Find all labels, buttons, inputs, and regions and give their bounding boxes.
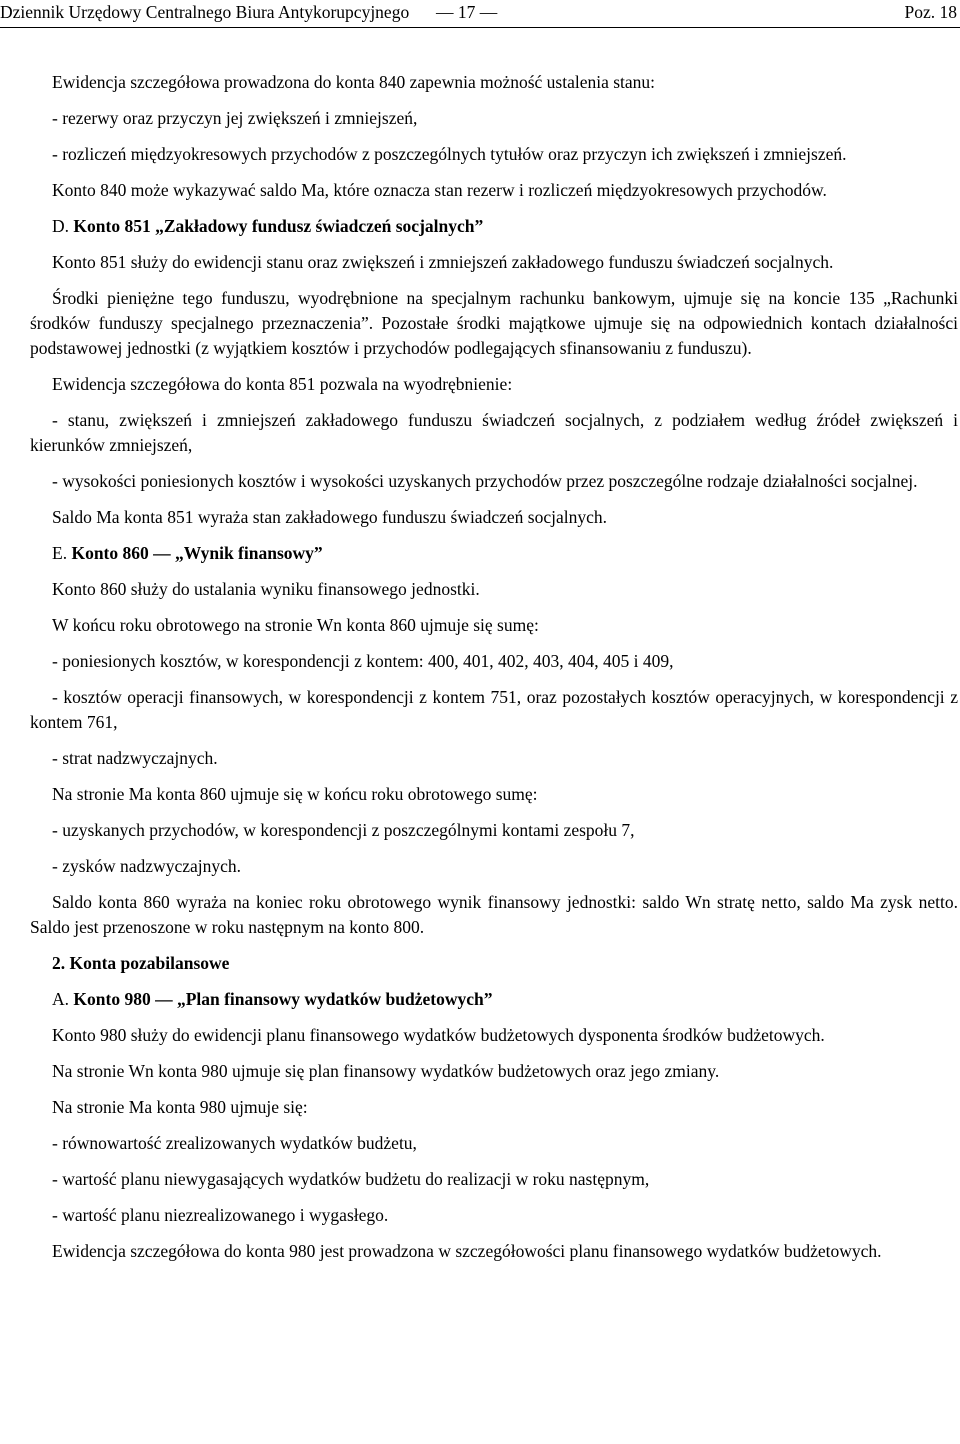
list-item: - uzyskanych przychodów, w korespondencji z poszczególnymi kontami zespołu 7, (52, 820, 635, 840)
list-item: - rezerwy oraz przyczyn jej zwiększeń i zmniejszeń, (52, 108, 418, 128)
list-item: - zysków nadzwyczajnych. (52, 856, 242, 876)
list-item: - wysokości poniesionych kosztów i wysokości uzyskanych przychodów przez poszczególne rodzaje działalności socjalnej. (52, 471, 918, 491)
paragraph: Konto 980 służy do ewidencji planu finansowego wydatków budżetowych dysponenta środków budżetowych. (52, 1025, 825, 1045)
section-letter: D. (52, 216, 74, 236)
document-body (30, 70, 958, 1264)
section-letter: A. (52, 989, 74, 1009)
paragraph: W końcu roku obrotowego na stronie Wn konta 860 ujmuje się sumę: (52, 615, 539, 635)
list-item: - poniesionych kosztów, w korespondencji z kontem: 400, 401, 402, 403, 404, 405 i 409, (52, 651, 674, 671)
chapter-heading: 2. Konta pozabilansowe (52, 953, 230, 973)
paragraph: Konto 860 służy do ustalania wyniku finansowego jednostki. (52, 579, 480, 599)
position-number: Poz. 18 (904, 2, 957, 22)
section-title: Konto 851 „Zakładowy fundusz świadczeń socjalnych” (73, 216, 484, 236)
section-title: Konto 860 — „Wynik finansowy” (71, 543, 323, 563)
section-title: Konto 980 — „Plan finansowy wydatków budżetowych” (73, 989, 493, 1009)
paragraph: Ewidencja szczegółowa prowadzona do konta 840 zapewnia możność ustalenia stanu: (52, 72, 656, 92)
list-item: - strat nadzwyczajnych. (52, 748, 218, 768)
list-item: - rozliczeń międzyokresowych przychodów z poszczególnych tytułów oraz przyczyn ich zwiększeń i zmniejszeń. (52, 144, 847, 164)
paragraph: Konto 840 może wykazywać saldo Ma, które oznacza stan rezerw i rozliczeń międzyokresowych przychodów. (52, 180, 827, 200)
list-item: - stanu, zwiększeń i zmniejszeń zakładowego funduszu świadczeń socjalnych, z podziałem według źródeł zwiększeń i kierunków zmniejszeń, (30, 410, 958, 455)
paragraph: Środki pieniężne tego funduszu, wyodrębnione na specjalnym rachunku bankowym, ujmuje się na koncie 135 „Rachunki środków funduszy specjalnego przeznaczenia”. Pozostałe środki majątkowe ujmuje się na odpowiednich kontach działalności podstawowej jednostki (z wyjątkiem kosztów i przychodów podlegających sfinansowaniu z funduszu). (30, 288, 958, 358)
section-heading-e (30, 541, 958, 566)
list-item: - wartość planu niezrealizowanego i wygasłego. (52, 1205, 389, 1225)
page-header (0, 0, 960, 28)
section-heading-a (30, 987, 958, 1012)
paragraph: Saldo konta 860 wyraża na koniec roku obrotowego wynik finansowy jednostki: saldo Wn stratę netto, saldo Ma zysk netto. Saldo jest przenoszone w roku następnym na konto 800. (30, 892, 958, 937)
list-item: - wartość planu niewygasających wydatków budżetu do realizacji w roku następnym, (52, 1169, 650, 1189)
paragraph: Konto 851 służy do ewidencji stanu oraz zwiększeń i zmniejszeń zakładowego funduszu świadczeń socjalnych. (52, 252, 834, 272)
section-heading-d (30, 214, 958, 239)
list-item: - kosztów operacji finansowych, w korespondencji z kontem 751, oraz pozostałych kosztów operacyjnych, w korespondencji z kontem 761, (30, 687, 958, 732)
paragraph: Saldo Ma konta 851 wyraża stan zakładowego funduszu świadczeń socjalnych. (52, 507, 607, 527)
section-letter: E. (52, 543, 72, 563)
paragraph: Ewidencja szczegółowa do konta 980 jest prowadzona w szczegółowości planu finansowego wydatków budżetowych. (52, 1241, 882, 1261)
page-number: — 17 — (436, 2, 498, 22)
paragraph: Ewidencja szczegółowa do konta 851 pozwala na wyodrębnienie: (52, 374, 513, 394)
paragraph: Na stronie Ma konta 860 ujmuje się w końcu roku obrotowego sumę: (52, 784, 538, 804)
list-item: - równowartość zrealizowanych wydatków budżetu, (52, 1133, 417, 1153)
journal-title: Dziennik Urzędowy Centralnego Biura Antykorupcyjnego (0, 2, 410, 22)
paragraph: Na stronie Wn konta 980 ujmuje się plan finansowy wydatków budżetowych oraz jego zmiany. (52, 1061, 720, 1081)
paragraph: Na stronie Ma konta 980 ujmuje się: (52, 1097, 308, 1117)
